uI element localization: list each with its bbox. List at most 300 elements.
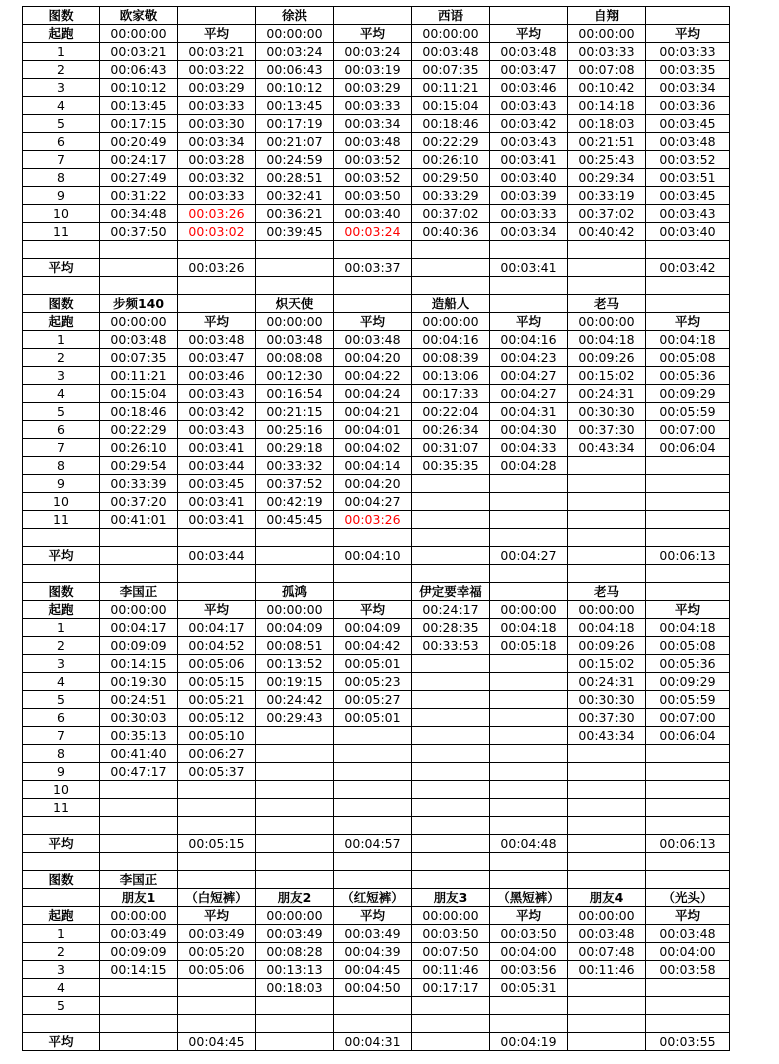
- time-cell: [646, 817, 730, 835]
- sheet-row: [23, 997, 730, 1015]
- time-cell: 00:03:49: [178, 925, 256, 943]
- time-cell: 00:03:48: [646, 133, 730, 151]
- time-cell: 平均: [178, 601, 256, 619]
- row-label-cell: 7: [23, 727, 100, 745]
- time-cell: [334, 565, 412, 583]
- time-cell: 00:03:42: [490, 115, 568, 133]
- time-cell: 00:03:34: [178, 133, 256, 151]
- time-cell: 00:06:04: [646, 439, 730, 457]
- time-cell: [646, 529, 730, 547]
- time-cell: 00:04:16: [490, 331, 568, 349]
- time-cell: 00:11:21: [100, 367, 178, 385]
- time-cell: [490, 241, 568, 259]
- time-cell: 00:33:39: [100, 475, 178, 493]
- time-cell: 00:05:12: [178, 709, 256, 727]
- row-label-cell: 2: [23, 637, 100, 655]
- time-cell: 00:35:35: [412, 457, 490, 475]
- time-cell: 00:05:20: [178, 943, 256, 961]
- row-label-cell: 7: [23, 151, 100, 169]
- time-cell: [178, 817, 256, 835]
- time-cell: [490, 763, 568, 781]
- time-cell: 00:04:48: [490, 835, 568, 853]
- row-label-cell: 8: [23, 169, 100, 187]
- runner-name-cell: 伊定要幸福: [412, 583, 490, 601]
- time-cell: [412, 691, 490, 709]
- time-cell: 00:03:43: [490, 97, 568, 115]
- sheet-row: [23, 385, 730, 403]
- row-label-cell: 11: [23, 223, 100, 241]
- time-cell: 00:03:46: [490, 79, 568, 97]
- time-cell: 00:03:44: [178, 547, 256, 565]
- sheet-row: [23, 511, 730, 529]
- runner-name-cell: [412, 871, 490, 889]
- time-cell: 00:04:33: [490, 439, 568, 457]
- time-cell: [178, 853, 256, 871]
- time-cell: 00:03:48: [646, 925, 730, 943]
- time-cell: 00:04:01: [334, 421, 412, 439]
- time-cell: [568, 817, 646, 835]
- time-cell: 00:07:08: [568, 61, 646, 79]
- time-cell: [490, 493, 568, 511]
- time-cell: [568, 1015, 646, 1033]
- sheet-row: [23, 907, 730, 925]
- row-label-cell: 1: [23, 619, 100, 637]
- row-label-cell: 起跑: [23, 25, 100, 43]
- runner-name-cell: 孤鸿: [256, 583, 334, 601]
- time-cell: [568, 997, 646, 1015]
- time-cell: [568, 781, 646, 799]
- time-cell: [100, 565, 178, 583]
- time-cell: 00:04:19: [490, 1033, 568, 1051]
- runner-name-cell: [334, 295, 412, 313]
- time-cell: 00:04:23: [490, 349, 568, 367]
- time-cell: 00:03:35: [646, 61, 730, 79]
- time-cell: 00:03:48: [412, 43, 490, 61]
- time-cell: 00:07:00: [646, 421, 730, 439]
- runner-name-cell: 老马: [568, 583, 646, 601]
- time-cell: 00:12:30: [256, 367, 334, 385]
- time-cell: 00:03:43: [178, 385, 256, 403]
- time-cell: 00:03:33: [334, 97, 412, 115]
- time-cell: [568, 493, 646, 511]
- runner-name-cell: [646, 295, 730, 313]
- time-cell: [412, 565, 490, 583]
- time-cell: [100, 1015, 178, 1033]
- time-cell: [490, 277, 568, 295]
- time-cell: [568, 763, 646, 781]
- time-cell: 00:05:18: [490, 637, 568, 655]
- time-cell: 00:03:34: [646, 79, 730, 97]
- time-cell: 00:03:56: [490, 961, 568, 979]
- time-cell: [568, 799, 646, 817]
- runner-name-cell: [490, 7, 568, 25]
- time-cell: 00:00:00: [256, 25, 334, 43]
- sheet-row: [23, 745, 730, 763]
- time-cell: 00:15:04: [100, 385, 178, 403]
- runner-name-cell: [646, 871, 730, 889]
- time-cell: [256, 277, 334, 295]
- time-cell: 平均: [334, 313, 412, 331]
- row-label-cell: 1: [23, 331, 100, 349]
- time-cell: [334, 853, 412, 871]
- time-cell: 00:00:00: [568, 313, 646, 331]
- time-cell: 00:29:34: [568, 169, 646, 187]
- time-cell: [412, 511, 490, 529]
- time-cell: 00:03:49: [256, 925, 334, 943]
- time-cell: [412, 259, 490, 277]
- time-cell: 00:06:43: [256, 61, 334, 79]
- time-cell: 00:04:45: [334, 961, 412, 979]
- time-cell: 平均: [334, 601, 412, 619]
- time-cell: [412, 655, 490, 673]
- runner-name-cell: 朋友2: [256, 889, 334, 907]
- time-cell: 00:21:15: [256, 403, 334, 421]
- time-cell: [490, 745, 568, 763]
- time-cell: 00:43:34: [568, 439, 646, 457]
- time-cell: 00:37:30: [568, 709, 646, 727]
- time-cell: 00:22:29: [412, 133, 490, 151]
- time-cell: 00:04:18: [568, 331, 646, 349]
- time-cell: [100, 853, 178, 871]
- time-cell: [412, 241, 490, 259]
- time-cell: 00:03:40: [490, 169, 568, 187]
- time-cell: [256, 835, 334, 853]
- time-cell: 00:03:48: [178, 331, 256, 349]
- time-cell: [256, 781, 334, 799]
- sheet-row: [23, 439, 730, 457]
- sheet-row: [23, 223, 730, 241]
- time-cell: 平均: [490, 313, 568, 331]
- sheet-row: [23, 277, 730, 295]
- time-cell: 平均: [490, 25, 568, 43]
- time-cell: 00:09:29: [646, 385, 730, 403]
- time-cell: 00:24:31: [568, 385, 646, 403]
- time-cell: 00:13:45: [100, 97, 178, 115]
- time-cell: [412, 1015, 490, 1033]
- runner-name-cell: [646, 7, 730, 25]
- time-cell: [412, 781, 490, 799]
- time-cell: 00:04:21: [334, 403, 412, 421]
- time-cell: 00:00:00: [490, 601, 568, 619]
- sheet-row: [23, 295, 730, 313]
- time-cell: 00:04:50: [334, 979, 412, 997]
- sheet-row: [23, 565, 730, 583]
- time-cell: 00:15:02: [568, 655, 646, 673]
- sheet-row: [23, 169, 730, 187]
- time-cell: [646, 493, 730, 511]
- row-label-cell: 平均: [23, 259, 100, 277]
- sheet-row: [23, 421, 730, 439]
- time-cell: [490, 853, 568, 871]
- time-cell: 00:24:42: [256, 691, 334, 709]
- time-cell: [646, 475, 730, 493]
- time-cell: 00:00:00: [568, 601, 646, 619]
- sheet-row: [23, 889, 730, 907]
- time-cell: 00:10:42: [568, 79, 646, 97]
- time-cell: 00:00:00: [100, 601, 178, 619]
- time-cell: 00:13:13: [256, 961, 334, 979]
- time-cell: 00:36:21: [256, 205, 334, 223]
- row-label-cell: 11: [23, 799, 100, 817]
- sheet-row: [23, 43, 730, 61]
- time-cell: 00:04:14: [334, 457, 412, 475]
- time-cell: [334, 745, 412, 763]
- time-cell: 00:05:36: [646, 367, 730, 385]
- time-cell: 00:47:17: [100, 763, 178, 781]
- row-label-cell: [23, 277, 100, 295]
- sheet-row: [23, 367, 730, 385]
- row-label-cell: 5: [23, 403, 100, 421]
- row-label-cell: 4: [23, 673, 100, 691]
- sheet-row: [23, 871, 730, 889]
- runner-name-cell: [178, 871, 256, 889]
- time-cell: 00:05:08: [646, 637, 730, 655]
- time-cell: 00:03:34: [490, 223, 568, 241]
- row-label-cell: [23, 529, 100, 547]
- time-cell: 00:05:10: [178, 727, 256, 745]
- time-cell: 00:26:10: [412, 151, 490, 169]
- sheet-row: [23, 709, 730, 727]
- time-cell: 00:04:02: [334, 439, 412, 457]
- time-cell: 00:33:29: [412, 187, 490, 205]
- time-cell: [646, 1015, 730, 1033]
- time-cell: 00:09:09: [100, 637, 178, 655]
- time-cell: 00:04:45: [178, 1033, 256, 1051]
- time-cell: 00:10:12: [100, 79, 178, 97]
- time-cell: 00:06:13: [646, 835, 730, 853]
- time-cell: [100, 547, 178, 565]
- time-cell: 00:04:18: [490, 619, 568, 637]
- runner-name-cell: [568, 871, 646, 889]
- time-cell: 00:04:27: [490, 385, 568, 403]
- sheet-row: [23, 655, 730, 673]
- time-cell: [412, 853, 490, 871]
- time-cell: [568, 547, 646, 565]
- time-cell: 00:41:01: [100, 511, 178, 529]
- time-cell: 00:04:22: [334, 367, 412, 385]
- time-cell: 00:04:18: [646, 619, 730, 637]
- time-cell: 00:24:17: [412, 601, 490, 619]
- time-cell: [490, 673, 568, 691]
- row-label-cell: 起跑: [23, 313, 100, 331]
- time-cell: [100, 277, 178, 295]
- time-cell: [490, 565, 568, 583]
- time-cell: [256, 529, 334, 547]
- time-cell: 00:41:40: [100, 745, 178, 763]
- sheet-row: [23, 241, 730, 259]
- time-cell: 00:04:28: [490, 457, 568, 475]
- row-label-cell: 图数: [23, 295, 100, 313]
- sheet-row: [23, 547, 730, 565]
- time-cell: [568, 1033, 646, 1051]
- time-cell: 00:03:52: [334, 151, 412, 169]
- time-cell: 00:05:37: [178, 763, 256, 781]
- time-cell: 00:03:33: [646, 43, 730, 61]
- time-cell: 00:28:35: [412, 619, 490, 637]
- time-cell: [178, 799, 256, 817]
- sheet-row: [23, 979, 730, 997]
- time-cell: [334, 1015, 412, 1033]
- row-label-cell: 10: [23, 493, 100, 511]
- time-cell: [256, 547, 334, 565]
- time-cell: 00:04:17: [178, 619, 256, 637]
- row-label-cell: [23, 817, 100, 835]
- row-label-cell: [23, 565, 100, 583]
- time-cell: 00:00:00: [568, 907, 646, 925]
- time-cell: 00:03:40: [334, 205, 412, 223]
- time-cell: [568, 511, 646, 529]
- runner-name-cell: 造船人: [412, 295, 490, 313]
- row-label-cell: 平均: [23, 1033, 100, 1051]
- time-cell: 00:03:26: [334, 511, 412, 529]
- sheet-row: [23, 853, 730, 871]
- time-cell: 00:04:39: [334, 943, 412, 961]
- time-cell: 00:03:24: [334, 223, 412, 241]
- runner-name-cell: [646, 583, 730, 601]
- runner-name-cell: [490, 583, 568, 601]
- time-cell: 00:03:33: [568, 43, 646, 61]
- row-label-cell: 9: [23, 763, 100, 781]
- time-cell: [412, 799, 490, 817]
- time-cell: 00:35:13: [100, 727, 178, 745]
- time-cell: 00:05:08: [646, 349, 730, 367]
- time-cell: [178, 277, 256, 295]
- time-cell: 00:05:01: [334, 709, 412, 727]
- time-cell: 平均: [178, 313, 256, 331]
- time-cell: 00:30:30: [568, 403, 646, 421]
- row-label-cell: 6: [23, 709, 100, 727]
- time-cell: 平均: [178, 25, 256, 43]
- time-cell: 00:05:27: [334, 691, 412, 709]
- time-cell: 00:13:06: [412, 367, 490, 385]
- time-cell: 00:05:21: [178, 691, 256, 709]
- time-cell: 00:30:30: [568, 691, 646, 709]
- row-label-cell: 3: [23, 79, 100, 97]
- runner-name-cell: 徐洪: [256, 7, 334, 25]
- time-cell: [100, 529, 178, 547]
- runner-name-cell: （黑短裤）: [490, 889, 568, 907]
- time-cell: [256, 259, 334, 277]
- runner-name-cell: [256, 871, 334, 889]
- sheet-row: [23, 529, 730, 547]
- time-cell: [568, 241, 646, 259]
- runner-name-cell: 朋友4: [568, 889, 646, 907]
- time-cell: [256, 853, 334, 871]
- time-cell: 00:37:02: [568, 205, 646, 223]
- row-label-cell: 8: [23, 457, 100, 475]
- runner-name-cell: [178, 295, 256, 313]
- time-cell: 00:04:27: [490, 547, 568, 565]
- time-cell: 00:43:34: [568, 727, 646, 745]
- time-cell: 00:20:49: [100, 133, 178, 151]
- time-cell: [646, 979, 730, 997]
- sheet-row: [23, 763, 730, 781]
- time-cell: 00:05:01: [334, 655, 412, 673]
- time-cell: [646, 799, 730, 817]
- row-label-cell: [23, 1015, 100, 1033]
- time-cell: 00:24:17: [100, 151, 178, 169]
- runner-name-cell: [490, 295, 568, 313]
- row-label-cell: 7: [23, 439, 100, 457]
- time-cell: [646, 781, 730, 799]
- runner-name-cell: 步频140: [100, 295, 178, 313]
- time-cell: 00:07:50: [412, 943, 490, 961]
- row-label-cell: 4: [23, 97, 100, 115]
- time-cell: 00:03:41: [178, 493, 256, 511]
- time-cell: 00:03:45: [178, 475, 256, 493]
- time-cell: 00:29:43: [256, 709, 334, 727]
- time-cell: 00:24:31: [568, 673, 646, 691]
- row-label-cell: 平均: [23, 835, 100, 853]
- time-cell: 00:03:48: [100, 331, 178, 349]
- time-cell: 00:04:27: [490, 367, 568, 385]
- time-cell: 00:03:21: [100, 43, 178, 61]
- time-cell: 00:28:51: [256, 169, 334, 187]
- row-label-cell: 4: [23, 979, 100, 997]
- time-cell: 00:03:48: [334, 133, 412, 151]
- time-cell: [178, 241, 256, 259]
- time-cell: 平均: [646, 907, 730, 925]
- time-cell: 平均: [646, 313, 730, 331]
- time-cell: 00:03:42: [178, 403, 256, 421]
- runner-name-cell: 老马: [568, 295, 646, 313]
- row-label-cell: 6: [23, 421, 100, 439]
- row-label-cell: [23, 241, 100, 259]
- time-cell: 00:03:48: [568, 925, 646, 943]
- time-cell: 00:00:00: [100, 313, 178, 331]
- sheet-row: [23, 637, 730, 655]
- time-cell: [490, 655, 568, 673]
- row-label-cell: 8: [23, 745, 100, 763]
- time-cell: [646, 853, 730, 871]
- time-cell: 00:31:22: [100, 187, 178, 205]
- time-cell: 00:13:45: [256, 97, 334, 115]
- time-cell: 00:04:00: [490, 943, 568, 961]
- time-cell: 00:18:03: [568, 115, 646, 133]
- time-cell: 00:04:10: [334, 547, 412, 565]
- time-cell: [100, 781, 178, 799]
- time-cell: 00:03:45: [646, 115, 730, 133]
- time-cell: 00:03:49: [334, 925, 412, 943]
- time-cell: 00:03:51: [646, 169, 730, 187]
- sheet-row: [23, 259, 730, 277]
- sheet-row: [23, 1015, 730, 1033]
- runner-name-cell: 李国正: [100, 871, 178, 889]
- time-cell: 00:30:03: [100, 709, 178, 727]
- time-cell: 00:03:19: [334, 61, 412, 79]
- time-cell: [334, 277, 412, 295]
- time-cell: 00:04:27: [334, 493, 412, 511]
- time-cell: [178, 979, 256, 997]
- time-cell: 00:17:33: [412, 385, 490, 403]
- time-cell: 00:03:50: [334, 187, 412, 205]
- time-cell: 00:14:15: [100, 961, 178, 979]
- time-cell: [412, 745, 490, 763]
- time-cell: 00:31:07: [412, 439, 490, 457]
- time-cell: 00:09:26: [568, 349, 646, 367]
- sheet-row: [23, 115, 730, 133]
- time-cell: 00:03:43: [178, 421, 256, 439]
- time-cell: 00:19:30: [100, 673, 178, 691]
- time-cell: [334, 763, 412, 781]
- time-cell: 00:00:00: [100, 25, 178, 43]
- sheet-row: [23, 349, 730, 367]
- sheet-row: [23, 7, 730, 25]
- sheet-row: [23, 187, 730, 205]
- time-cell: 00:04:24: [334, 385, 412, 403]
- time-cell: 00:04:20: [334, 349, 412, 367]
- time-cell: 00:06:04: [646, 727, 730, 745]
